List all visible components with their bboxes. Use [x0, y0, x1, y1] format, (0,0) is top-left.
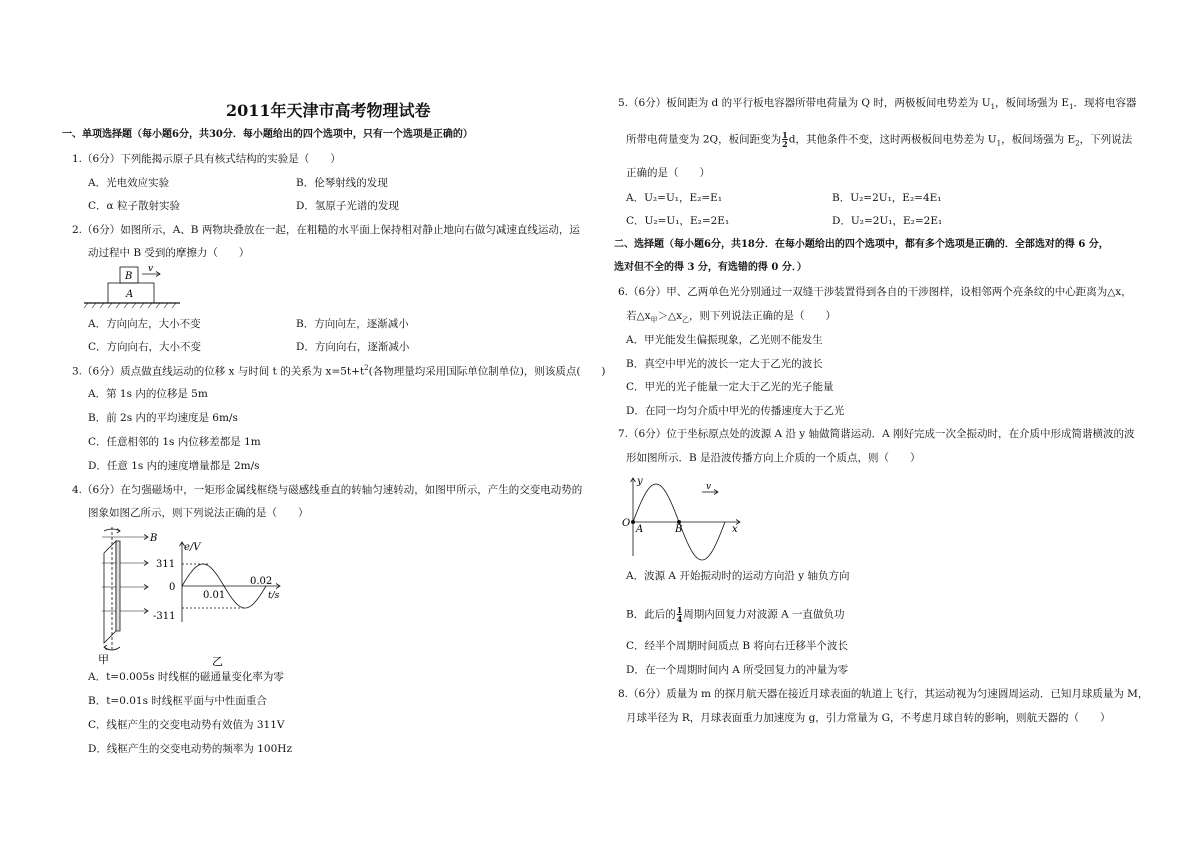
q2-block-diagram — [84, 264, 184, 310]
q5-stem2-b: d，其他条件不变，这时两极板间电势差为 U — [788, 133, 997, 146]
q2-option-b: B．方向向左，逐渐减小 — [296, 318, 409, 330]
q3-stem — [72, 364, 606, 379]
q7-option-b-a: B．此后的 — [626, 608, 676, 621]
q7-o-label: O — [622, 518, 631, 529]
q5-stem-line3: 正确的是（ ） — [626, 167, 710, 179]
section-1-heading: 一、单项选择题（每小题6分，共30分．每小题给出的四个选项中，只有一个选项是正确的） — [62, 129, 473, 140]
q5-stem1-b: ，板间场强为 E — [995, 97, 1070, 109]
q5-stem2-d: ，下列说法 — [1079, 133, 1133, 146]
q6-option-b: B．真空中甲光的波长一定大于乙光的波长 — [626, 358, 823, 370]
q4-e-axis-label: e/V — [184, 542, 201, 553]
q7-v-label: v — [706, 482, 712, 492]
q4-t2-label: 0.02 — [250, 576, 273, 587]
q5-fraction — [782, 131, 788, 148]
q2-label-a: A — [126, 289, 134, 300]
q7-option-b-b: 周期内回复力对波源 A 一直做负功 — [683, 608, 845, 621]
q7-point-a — [631, 520, 635, 524]
q2-label-b: B — [125, 271, 133, 282]
q5-option-b: B．U₂=2U₁，E₂=4E₁ — [832, 192, 942, 204]
q6-stem2-a: 若△x — [626, 310, 651, 322]
q7-frac-num: 1 — [676, 605, 683, 615]
q7-frac-den: 4 — [676, 614, 683, 624]
q7-y-label: y — [637, 476, 643, 487]
q7-option-a: A．波源 A 开始振动时的运动方向沿 y 轴负方向 — [626, 570, 850, 582]
q2-option-d: D．方向向右，逐渐减小 — [296, 341, 410, 353]
q5-stem-line1: 5.（6分）板间距为 d 的平行板电容器所带电荷量为 Q 时，两极板间电势差为 $U_1$，板间场强为 $E_1$．现将电容器 — [618, 97, 1137, 112]
q3-stem-b: (各物理量均采用国际单位制单位)，则该质点( ) — [368, 365, 606, 378]
q8-stem-line2: 月球半径为 R，月球表面重力加速度为 g，引力常量为 G，不考虑月球自转的影响，则航天器的（ ） — [626, 712, 1111, 724]
q6-sub-yi: 乙 — [682, 316, 689, 325]
q4-label-b: B — [150, 533, 158, 544]
q8-stem-line1: 8.（6分）质量为 m 的探月航天器在接近月球表面的轨道上飞行，其运动视为匀速圆周运动．已知月球质量为 M， — [618, 688, 1149, 700]
q4-zero-label: 0 — [169, 582, 176, 593]
q3-option-a: A．第 1s 内的位移是 5m — [88, 388, 208, 400]
q3-option-b: B．前 2s 内的平均速度是 6m/s — [88, 412, 238, 424]
q4-emf-graph — [150, 538, 290, 668]
q5-stem1-c: ．现将电容器 — [1073, 97, 1137, 109]
q7-stem-line2: 形如图所示．B 是沿波传播方向上介质的一个质点，则（ ） — [626, 452, 921, 464]
q1-option-c: C．α 粒子散射实验 — [88, 200, 180, 212]
q7-wave-graph — [618, 474, 748, 560]
q7-stem-line1: 7.（6分）位于坐标原点处的波源 A 沿 y 轴做简谐运动．A 刚好完成一次全振动时，在介质中形成简谐横波的波 — [618, 428, 1135, 440]
q6-sub-jia: 甲 — [650, 316, 658, 325]
q1-option-b: B．伦琴射线的发现 — [296, 177, 388, 189]
section-2-heading-line1: 二、选择题（每小题6分，共18分．在每小题给出的四个选项中，都有多个选项是正确的．全部选对的得 6 分， — [614, 239, 1109, 250]
q5-option-c: C．U₂=U₁，E₂=2E₁ — [626, 215, 730, 227]
q4-label-jia: 甲 — [98, 653, 109, 666]
q2-stem-line1: 2.（6分）如图所示，A、B 两物块叠放在一起，在粗糙的水平面上保持相对静止地向右做匀减速直线运动，运 — [72, 224, 580, 236]
q1-stem: 1.（6分）下列能揭示原子具有核式结构的实验是（ ） — [72, 153, 341, 165]
q5-frac-num: 1 — [782, 130, 788, 140]
q4-stem-line1: 4.（6分）在匀强磁场中，一矩形金属线框绕与磁感线垂直的转轴匀速转动，如图甲所示，产生的交变电动势的 — [72, 484, 583, 496]
q5-frac-den: 2 — [782, 139, 788, 149]
q4-option-a: A．t=0.005s 时线框的磁通量变化率为零 — [88, 671, 284, 683]
q5-option-d: D．U₂=2U₁，E₂=2E₁ — [832, 215, 943, 227]
section-2-heading-line2: 选对但不全的得 3 分，有选错的得 0 分．） — [614, 262, 807, 273]
q7-option-b — [626, 606, 845, 623]
q2-label-v: v — [148, 264, 154, 274]
q5-stem-line2: 所带电荷量变为 2Q，板间距变为 $\frac{1}{2}$ d，其他条件不变，这时两极板间电势差为 $U_1$，板间场强为 $E_2$，下列说法 — [626, 130, 1133, 149]
q4-option-c: C．线框产生的交变电动势有效值为 311V — [88, 719, 285, 731]
q5-option-a: A．U₂=U₁，E₂=E₁ — [626, 192, 723, 204]
q3-option-d: D．任意 1s 内的速度增量都是 2m/s — [88, 460, 260, 472]
q2-option-c: C．方向向右，大小不变 — [88, 341, 202, 353]
q6-option-c: C．甲光的光子能量一定大于乙光的光子能量 — [626, 381, 834, 393]
q3-stem-a: 3.（6分）质点做直线运动的位移 x 与时间 t 的关系为 x=5t+t — [72, 365, 365, 378]
q1-option-a: A．光电效应实验 — [88, 177, 170, 189]
q4-t-axis-label: t/s — [268, 591, 280, 601]
q7-a-label: A — [636, 524, 644, 535]
q4-option-d: D．线框产生的交变电动势的频率为 100Hz — [88, 743, 292, 755]
page-title: 2011年天津市高考物理试卷 — [226, 101, 431, 120]
q6-stem-line1: 6.（6分）甲、乙两单色光分别通过一双缝干涉装置得到各自的干涉图样，设相邻两个亮条纹的中心距离为△x， — [618, 286, 1132, 298]
q6-stem2-b: ＞△x — [657, 310, 682, 322]
q6-stem2-c: ，则下列说法正确的是（ ） — [689, 310, 836, 322]
q4-label-yi: 乙 — [212, 655, 223, 668]
q7-fraction — [677, 606, 683, 623]
q3-option-c: C．任意相邻的 1s 内位移差都是 1m — [88, 436, 261, 448]
q6-option-a: A．甲光能发生偏振现象，乙光则不能发生 — [626, 334, 823, 346]
q4-max-label: 311 — [156, 559, 176, 570]
q1-option-d: D．氢原子光谱的发现 — [296, 200, 399, 212]
q5-stem1-a: 5.（6分）板间距为 d 的平行板电容器所带电荷量为 Q 时，两极板间电势差为 U — [618, 97, 991, 109]
q6-stem-line2 — [626, 310, 836, 325]
q6-option-d: D．在同一均匀介质中甲光的传播速度大于乙光 — [626, 405, 845, 417]
q4-t1-label: 0.01 — [203, 590, 226, 601]
q2-stem-line2: 动过程中 B 受到的摩擦力（ ） — [88, 247, 250, 259]
q5-stem2-a: 所带电荷量变为 2Q，板间距变为 — [626, 133, 782, 146]
q5-stem2-c: ，板间场强为 E — [1001, 133, 1076, 146]
q4-min-label: -311 — [153, 611, 176, 622]
q7-option-d: D．在一个周期时间内 A 所受回复力的冲量为零 — [626, 664, 849, 676]
q3-stem-sup: 2 — [364, 364, 369, 372]
q7-b-label: B — [675, 524, 683, 535]
q2-option-a: A．方向向左，大小不变 — [88, 318, 201, 330]
q7-x-label: x — [732, 524, 738, 535]
q7-option-c: C．经半个周期时间质点 B 将向右迁移半个波长 — [626, 640, 848, 652]
q4-option-b: B．t=0.01s 时线框平面与中性面重合 — [88, 695, 267, 707]
q4-stem-line2: 图象如图乙所示，则下列说法正确的是（ ） — [88, 507, 309, 519]
